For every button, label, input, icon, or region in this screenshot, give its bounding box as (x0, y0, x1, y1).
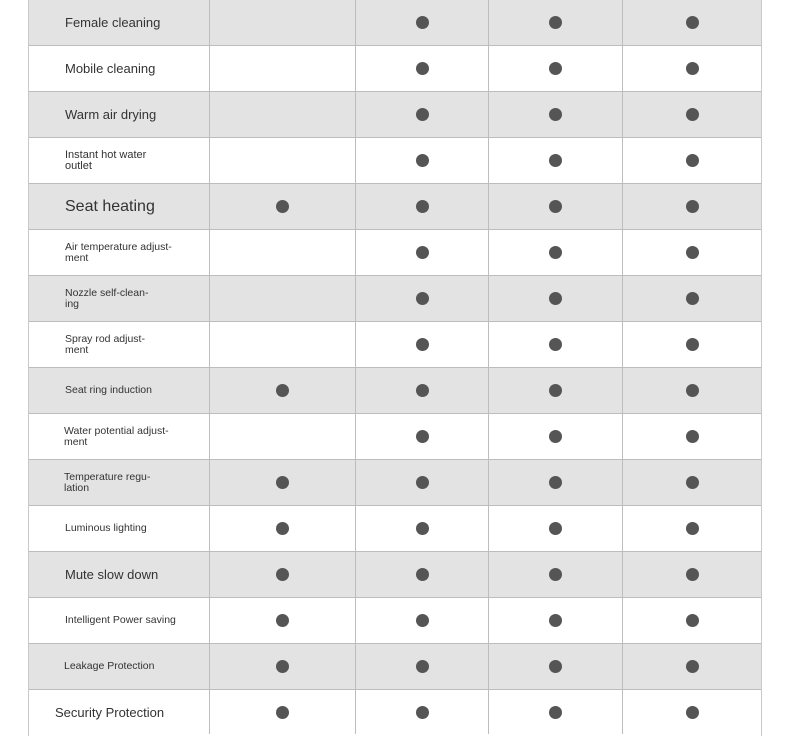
feature-included-dot-icon (416, 522, 429, 535)
feature-included-dot-icon (416, 108, 429, 121)
feature-label: Mute slow down (65, 567, 159, 582)
feature-included-dot-icon (416, 476, 429, 489)
feature-label-cell (29, 184, 210, 229)
feature-label: Mobile cleaning (65, 61, 156, 76)
table-row (29, 184, 761, 230)
feature-label-cell (29, 644, 210, 689)
feature-included-dot-icon (549, 476, 562, 489)
model-2-cell (356, 322, 489, 367)
table-row (29, 414, 761, 460)
model-4-cell (623, 506, 761, 551)
model-2-cell (356, 0, 489, 45)
feature-included-dot-icon (416, 614, 429, 627)
feature-label-cell (29, 0, 210, 45)
feature-label: Water potential adjust- ment (64, 425, 169, 448)
model-1-cell (210, 92, 356, 137)
model-3-cell (489, 230, 623, 275)
model-1-cell (210, 598, 356, 643)
feature-included-dot-icon (276, 568, 289, 581)
model-1-cell (210, 644, 356, 689)
table-row (29, 138, 761, 184)
model-3-cell (489, 184, 623, 229)
feature-label: Luminous lighting (65, 522, 147, 535)
feature-label: Nozzle self-clean- ing (65, 287, 149, 310)
feature-included-dot-icon (686, 476, 699, 489)
feature-included-dot-icon (549, 568, 562, 581)
feature-included-dot-icon (276, 200, 289, 213)
feature-included-dot-icon (549, 16, 562, 29)
feature-included-dot-icon (416, 16, 429, 29)
feature-included-dot-icon (549, 384, 562, 397)
model-3-cell (489, 460, 623, 505)
table-row (29, 690, 761, 734)
feature-included-dot-icon (276, 614, 289, 627)
table-row (29, 230, 761, 276)
table-row (29, 92, 761, 138)
feature-included-dot-icon (549, 246, 562, 259)
table-row (29, 368, 761, 414)
model-1-cell (210, 368, 356, 413)
model-2-cell (356, 230, 489, 275)
model-2-cell (356, 138, 489, 183)
feature-included-dot-icon (549, 338, 562, 351)
feature-included-dot-icon (276, 384, 289, 397)
table-row (29, 276, 761, 322)
feature-included-dot-icon (549, 706, 562, 719)
model-3-cell (489, 0, 623, 45)
feature-included-dot-icon (549, 430, 562, 443)
feature-included-dot-icon (686, 292, 699, 305)
feature-included-dot-icon (416, 568, 429, 581)
feature-included-dot-icon (549, 200, 562, 213)
feature-included-dot-icon (416, 246, 429, 259)
model-3-cell (489, 598, 623, 643)
model-4-cell (623, 644, 761, 689)
model-4-cell (623, 322, 761, 367)
model-4-cell (623, 184, 761, 229)
feature-label: Air temperature adjust- ment (65, 241, 172, 264)
model-4-cell (623, 368, 761, 413)
feature-included-dot-icon (549, 522, 562, 535)
model-4-cell (623, 138, 761, 183)
feature-included-dot-icon (686, 338, 699, 351)
model-2-cell (356, 46, 489, 91)
model-3-cell (489, 276, 623, 321)
feature-label-cell (29, 92, 210, 137)
model-1-cell (210, 460, 356, 505)
model-1-cell (210, 138, 356, 183)
feature-included-dot-icon (686, 384, 699, 397)
table-row (29, 46, 761, 92)
feature-included-dot-icon (416, 430, 429, 443)
model-1-cell (210, 322, 356, 367)
model-3-cell (489, 506, 623, 551)
feature-comparison-table (28, 0, 762, 736)
model-2-cell (356, 690, 489, 734)
feature-included-dot-icon (686, 62, 699, 75)
model-2-cell (356, 414, 489, 459)
feature-included-dot-icon (686, 430, 699, 443)
model-1-cell (210, 46, 356, 91)
table-row (29, 598, 761, 644)
feature-label: Temperature regu- lation (64, 471, 151, 494)
feature-label-cell (29, 598, 210, 643)
feature-included-dot-icon (686, 154, 699, 167)
feature-included-dot-icon (549, 614, 562, 627)
model-4-cell (623, 690, 761, 734)
feature-included-dot-icon (549, 292, 562, 305)
feature-included-dot-icon (549, 62, 562, 75)
feature-included-dot-icon (416, 706, 429, 719)
feature-label-cell (29, 460, 210, 505)
feature-included-dot-icon (276, 522, 289, 535)
feature-label: Instant hot water outlet (65, 148, 147, 172)
model-3-cell (489, 552, 623, 597)
feature-included-dot-icon (276, 706, 289, 719)
feature-label-cell (29, 368, 210, 413)
feature-included-dot-icon (686, 16, 699, 29)
feature-label-cell (29, 414, 210, 459)
feature-included-dot-icon (276, 476, 289, 489)
feature-label: Security Protection (55, 704, 165, 720)
feature-included-dot-icon (686, 614, 699, 627)
model-3-cell (489, 368, 623, 413)
feature-included-dot-icon (686, 522, 699, 535)
feature-included-dot-icon (549, 154, 562, 167)
model-1-cell (210, 0, 356, 45)
feature-label-cell (29, 230, 210, 275)
feature-label-cell (29, 276, 210, 321)
model-1-cell (210, 276, 356, 321)
model-4-cell (623, 552, 761, 597)
model-1-cell (210, 690, 356, 734)
model-1-cell (210, 184, 356, 229)
model-1-cell (210, 506, 356, 551)
feature-included-dot-icon (416, 660, 429, 673)
model-3-cell (489, 138, 623, 183)
model-3-cell (489, 46, 623, 91)
model-3-cell (489, 322, 623, 367)
feature-included-dot-icon (416, 338, 429, 351)
model-2-cell (356, 92, 489, 137)
model-2-cell (356, 184, 489, 229)
model-4-cell (623, 460, 761, 505)
table-row (29, 644, 761, 690)
feature-included-dot-icon (549, 108, 562, 121)
feature-label-cell (29, 138, 210, 183)
feature-label: Seat heating (65, 197, 155, 215)
table-row (29, 552, 761, 598)
feature-label: Seat ring induction (65, 384, 152, 397)
feature-included-dot-icon (416, 384, 429, 397)
feature-included-dot-icon (686, 200, 699, 213)
model-3-cell (489, 690, 623, 734)
model-3-cell (489, 414, 623, 459)
feature-label-cell (29, 506, 210, 551)
feature-label-cell (29, 46, 210, 91)
model-1-cell (210, 414, 356, 459)
table-row (29, 322, 761, 368)
model-4-cell (623, 92, 761, 137)
model-2-cell (356, 644, 489, 689)
feature-label-cell (29, 552, 210, 597)
model-2-cell (356, 598, 489, 643)
model-4-cell (623, 598, 761, 643)
feature-included-dot-icon (416, 292, 429, 305)
model-2-cell (356, 506, 489, 551)
model-3-cell (489, 92, 623, 137)
feature-included-dot-icon (686, 660, 699, 673)
model-2-cell (356, 276, 489, 321)
feature-included-dot-icon (416, 62, 429, 75)
model-1-cell (210, 552, 356, 597)
feature-label-cell (29, 690, 210, 734)
feature-included-dot-icon (686, 108, 699, 121)
model-1-cell (210, 230, 356, 275)
feature-label: Warm air drying (65, 107, 157, 122)
model-2-cell (356, 552, 489, 597)
model-4-cell (623, 414, 761, 459)
model-3-cell (489, 644, 623, 689)
feature-included-dot-icon (276, 660, 289, 673)
model-4-cell (623, 0, 761, 45)
feature-included-dot-icon (549, 660, 562, 673)
feature-included-dot-icon (686, 568, 699, 581)
table-row (29, 460, 761, 506)
feature-included-dot-icon (686, 246, 699, 259)
feature-included-dot-icon (416, 154, 429, 167)
feature-label: Leakage Protection (64, 660, 155, 673)
feature-label: Intelligent Power saving (65, 614, 176, 627)
model-2-cell (356, 460, 489, 505)
feature-label-cell (29, 322, 210, 367)
feature-included-dot-icon (416, 200, 429, 213)
model-2-cell (356, 368, 489, 413)
model-4-cell (623, 230, 761, 275)
table-row (29, 506, 761, 552)
feature-label: Female cleaning (65, 15, 161, 30)
table-row (29, 0, 761, 46)
feature-label: Spray rod adjust- ment (65, 333, 145, 356)
feature-included-dot-icon (686, 706, 699, 719)
model-4-cell (623, 276, 761, 321)
model-4-cell (623, 46, 761, 91)
